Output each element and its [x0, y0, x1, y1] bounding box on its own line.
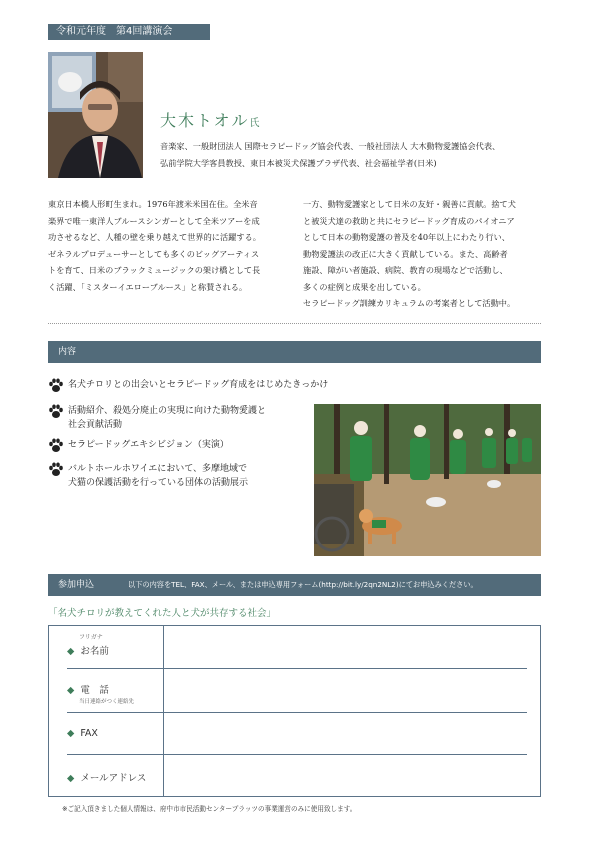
form-label-phone — [67, 682, 109, 696]
speaker-name — [160, 108, 260, 131]
form-row-email — [49, 754, 540, 796]
form-label-name — [67, 643, 109, 657]
furigana-label: フリガナ — [79, 634, 103, 641]
paw-icon — [48, 404, 68, 432]
fax-input-area[interactable] — [165, 714, 525, 752]
content-item — [48, 462, 248, 490]
phone-input-area[interactable] — [165, 670, 525, 710]
content-item — [48, 404, 266, 432]
email-input-area[interactable] — [165, 756, 525, 794]
event-photo — [314, 404, 541, 556]
bio-line: として日本の動物愛護の普及を40年以上にわたり行い、 — [303, 232, 510, 242]
phone-sublabel: 当日連絡がつく連絡先 — [79, 699, 135, 705]
content-item-line: 名犬チロリとの出会いとセラピードッグ育成をはじめたきっかけ — [68, 380, 329, 390]
paw-icon — [48, 378, 68, 398]
content-item-line: 社会貢献活動 — [68, 420, 123, 430]
paw-icon — [48, 462, 68, 490]
speaker-photo — [48, 52, 143, 178]
speaker-honorific: 氏 — [249, 118, 260, 129]
speaker-titles — [160, 138, 560, 172]
bio-line: セラピードッグ訓練カリキュラムの考案者として活動中。 — [303, 298, 516, 308]
diamond-icon: ◆ — [67, 728, 75, 739]
therapy-dogs-photo-illustration — [314, 404, 541, 556]
bio-line: 多くの症例と成果を出している。 — [303, 281, 426, 292]
bio-line: 施設、障がい者施設、病院、教育の現場などで活動し、 — [303, 265, 508, 275]
contents-section-header: 内容 — [48, 341, 541, 363]
speaker-name-text: 大木トオル — [160, 111, 250, 130]
divider — [48, 323, 541, 324]
bio-line: 動物愛護法の改正に大きく貢献している。また、高齢者 — [303, 248, 508, 259]
bio-line: ゼネラルプロデューサーとしても多くのビッグアーティス — [48, 248, 260, 259]
form-label-text: 電 話 — [80, 685, 109, 696]
content-item-line: 活動紹介、殺処分廃止の実現に向けた動物愛護と — [68, 406, 267, 416]
event-title: 「名犬チロリが教えてくれた人と犬が共存する社会」 — [48, 608, 277, 619]
content-item-line: バルトホールホワイエにおいて、多摩地域で — [68, 464, 248, 474]
form-label-email — [67, 770, 146, 784]
bio-line: く活躍、「ミスターイエローブルース」と称賛される。 — [48, 281, 248, 292]
bio-line: と被災犬達の救助と共にセラピードッグ育成のパイオニア — [303, 215, 515, 226]
speaker-title-line: 音楽家、一般財団法人 国際セラピードッグ協会代表、一般社団法人 大木動物愛護協会代表、 — [160, 141, 501, 151]
bio-line: 功させるなど、人種の壁を乗り越えて世界的に活躍する。 — [48, 232, 261, 242]
form-label-text: お名前 — [80, 646, 109, 657]
speaker-portrait-illustration — [48, 52, 143, 178]
bio-line: トを育て、日米のブラックミュージックの架け橋として長 — [48, 265, 261, 275]
content-item — [48, 438, 229, 458]
name-input-area[interactable] — [165, 628, 525, 666]
diamond-icon: ◆ — [67, 646, 75, 657]
content-item-line: 犬猫の保護活動を行っている団体の活動展示 — [68, 478, 249, 488]
bio-line: 楽界で唯一東洋人ブルースシンガーとして全米ツアーを成 — [48, 215, 260, 226]
lecture-header-tag: 令和元年度 第4回講演会 — [48, 24, 210, 40]
paw-icon — [48, 438, 68, 458]
form-row-phone — [49, 668, 540, 712]
apply-instructions: 以下の内容をTEL、FAX、メール、または申込専用フォーム(http://bit.ly/2qn2NL2)にてお申込みください。 — [128, 580, 478, 589]
content-item — [48, 378, 328, 398]
speaker-title-line: 弘前学院大学客員教授、東日本被災犬保護プラザ代表、社会福祉学者(日米) — [160, 158, 437, 168]
form-label-text: メールアドレス — [80, 773, 147, 784]
content-item-line: セラピードッグエキシビジョン（実演） — [68, 440, 229, 450]
apply-section-header: 参加申込 — [48, 574, 541, 596]
privacy-note: ※ご記入頂きました個人情報は、府中市市民活動センタープラッツの事業運営のみに使用致します。 — [62, 805, 357, 813]
form-row-name — [49, 626, 540, 668]
form-row-fax — [49, 712, 540, 754]
form-label-text: FAX — [80, 728, 98, 739]
bio-line: 一方、動物愛護家として日米の友好・親善に貢献。捨て犬 — [303, 199, 516, 209]
speaker-bio-left — [48, 196, 290, 295]
bio-line: 東京日本橋人形町生まれ。1976年渡米米国在住。全米音 — [48, 199, 258, 209]
speaker-bio-right — [303, 196, 545, 312]
diamond-icon: ◆ — [67, 773, 75, 784]
form-label-fax — [67, 728, 98, 739]
diamond-icon: ◆ — [67, 685, 75, 696]
application-form — [48, 625, 541, 797]
